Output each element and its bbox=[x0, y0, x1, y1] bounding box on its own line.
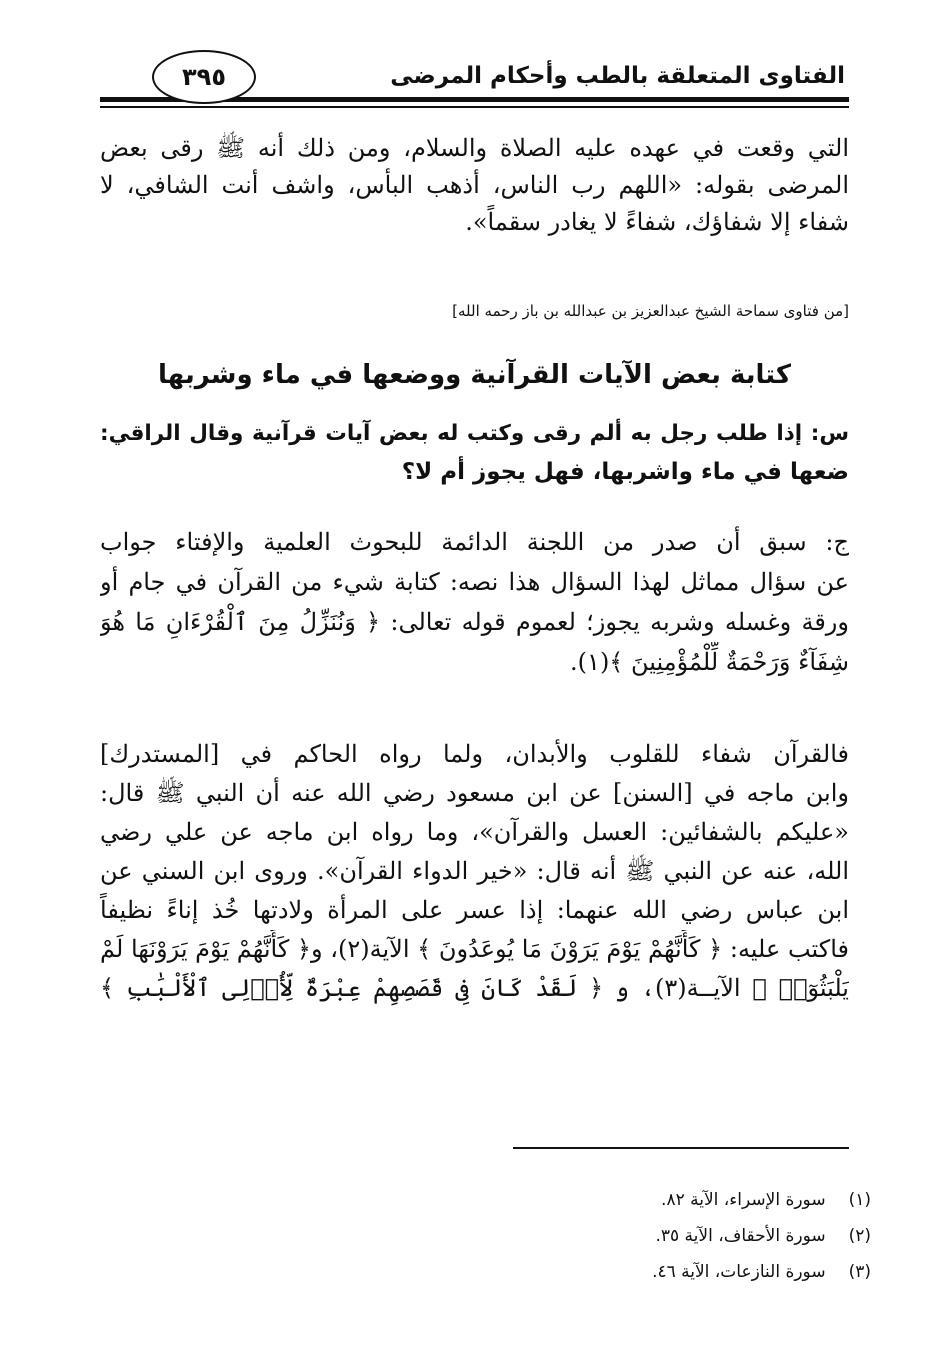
text-line: ابن عباس رضي الله عنهما: إذا عسر على المرأة ولادتها خُذ إناءً نظيفاً bbox=[100, 896, 849, 924]
footnote-text: سورة النازعات، الآية ٤٦. bbox=[652, 1262, 826, 1282]
text-line: يَلْبَثُوٓا۟ ﴾ الآيــة(٣)، و ﴿ لَقَدْ كَانَ فِى قَصَصِهِمْ عِبْرَةٌ لِّأُو۟لِى ٱلْأَلْبَٰبِ ﴾ bbox=[100, 974, 849, 1002]
answer-line: عن سؤال مماثل لهذا السؤال هذا نصه: كتابة شيء من القرآن في جام أو bbox=[100, 568, 849, 596]
section-heading: كتابة بعض الآيات القرآنية ووضعها في ماء وشربها bbox=[158, 360, 791, 390]
question-line: س: إذا طلب رجل به ألم رقى وكتب له بعض آيات قرآنية وقال الراقي: bbox=[100, 421, 849, 446]
text-line: التي وقعت في عهده عليه الصلاة والسلام، ومن ذلك أنه ﷺ رقى بعض bbox=[100, 134, 849, 162]
paragraph-quran-healing bbox=[100, 735, 849, 1008]
question-block bbox=[100, 415, 849, 491]
answer-line: شِفَآءٌ وَرَحْمَةٌ لِّلْمُؤْمِنِينَ ﴾(١). bbox=[570, 648, 849, 676]
text-line: شفاء إلا شفاؤك، شفاءً لا يغادر سقماً». bbox=[465, 208, 849, 236]
footnote-item bbox=[652, 1182, 871, 1218]
running-header-title: الفتاوى المتعلقة بالطب وأحكام المرضى bbox=[390, 63, 845, 89]
footnote-number: (٣) bbox=[848, 1262, 871, 1282]
text-line: فاكتب عليه: ﴿ كَأَنَّهُمْ يَوْمَ يَرَوْنَ مَا يُوعَدُونَ ﴾ الآية(٢)، و﴿ كَأَنَّهُمْ يَوْمَ يَرَوْنَهَا لَمْ bbox=[100, 935, 849, 963]
footnotes bbox=[652, 1182, 871, 1290]
footnote-number: (٢) bbox=[848, 1226, 871, 1246]
answer-block bbox=[100, 522, 849, 682]
text-line: «عليكم بالشفائين: العسل والقرآن»، وما رواه ابن ماجه عن علي رضي bbox=[100, 818, 849, 846]
footnote-number: (١) bbox=[848, 1190, 871, 1210]
page-number: ٣٩٥ bbox=[182, 63, 226, 91]
footnote-item bbox=[652, 1218, 871, 1254]
page-number-oval bbox=[152, 50, 256, 104]
answer-line: ورقة وغسله وشربه يجوز؛ لعموم قوله تعالى: ﴿ وَنُنَزِّلُ مِنَ ٱلْقُرْءَانِ مَا هُوَ bbox=[100, 608, 849, 636]
answer-line: ج: سبق أن صدر من اللجنة الدائمة للبحوث العلمية والإفتاء جواب bbox=[100, 528, 849, 556]
text-line: الله، عنه عن النبي ﷺ أنه قال: «خير الدواء القرآن». وروى ابن السني عن bbox=[100, 857, 849, 885]
fatwa-source-note: [من فتاوى سماحة الشيخ عبدالعزيز بن عبدالله بن باز رحمه الله] bbox=[452, 302, 849, 320]
footnote-text: سورة الأحقاف، الآية ٣٥. bbox=[655, 1226, 826, 1246]
question-line: ضعها في ماء واشربها، فهل يجوز أم لا؟ bbox=[401, 459, 849, 485]
text-line: وابن ماجه في [السنن] عن ابن مسعود رضي الله عنه أن النبي ﷺ قال: bbox=[100, 779, 849, 807]
footnote-separator bbox=[513, 1147, 849, 1149]
header-rule-thin bbox=[100, 106, 849, 108]
footnote-item bbox=[652, 1254, 871, 1290]
text-line: المرضى بقوله: «اللهم رب الناس، أذهب البأس، واشف أنت الشافي، لا bbox=[100, 171, 849, 199]
footnote-text: سورة الإسراء، الآية ٨٢. bbox=[661, 1190, 826, 1210]
text-line: فالقرآن شفاء للقلوب والأبدان، ولما رواه الحاكم في [المستدرك] bbox=[100, 740, 849, 768]
paragraph-ruqya-continuation bbox=[100, 130, 849, 241]
